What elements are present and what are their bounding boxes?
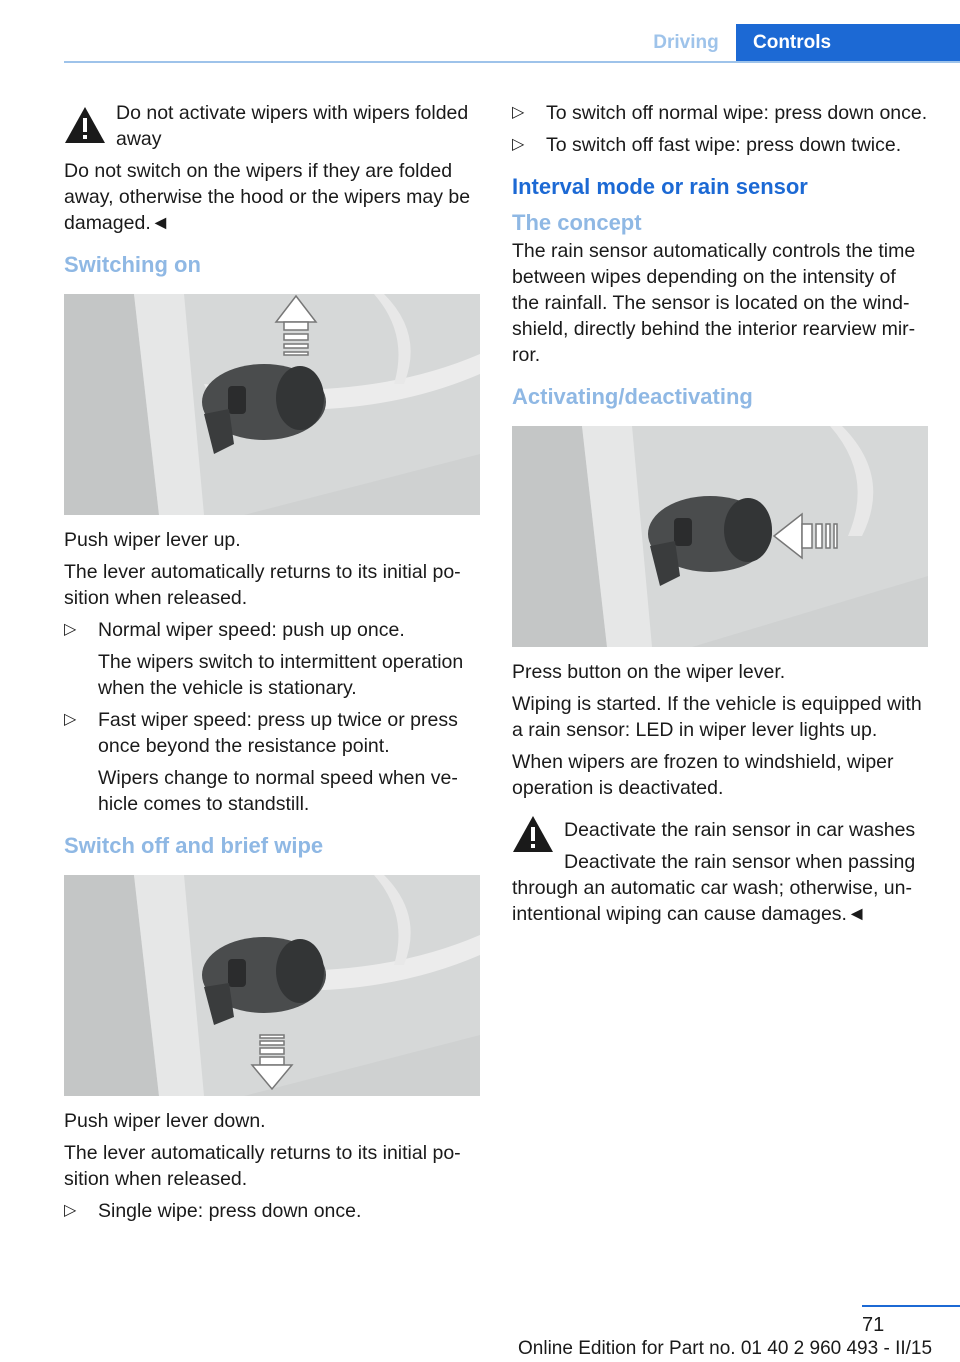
- list-item-subtext: The wipers switch to intermittent operation when the vehicle is stationary.: [98, 651, 464, 699]
- list-wiper-speeds: [64, 617, 480, 817]
- list-item: [512, 100, 928, 126]
- paragraph-push-down: Push wiper lever down.: [64, 1110, 266, 1132]
- heading-interval-mode: Interval mode or rain sensor: [512, 174, 808, 199]
- list-switch-off: [512, 100, 928, 158]
- paragraph-concept: The rain sensor automatically controls the time between wipes depending on the intensity of the rainfall. The sensor is located on the wind‐shield, directly behind the interior rearview mir‐ror.: [512, 240, 916, 366]
- right-column: [512, 100, 928, 933]
- list-single-wipe: [64, 1198, 480, 1224]
- wiper-lever-button-illustration: [512, 426, 928, 647]
- paragraph-wiping-started: Wiping is started. If the vehicle is equipped with a rain sensor: LED in wiper lever lights up.: [512, 693, 922, 741]
- left-column: [64, 100, 480, 1230]
- list-item-text: Fast wiper speed: press up twice or press once beyond the resistance point.: [98, 709, 458, 757]
- heading-switch-off: Switch off and brief wipe: [64, 833, 324, 858]
- warning-body: Do not switch on the wipers if they are folded away, otherwise the hood or the wipers may be damaged.◄: [64, 160, 471, 234]
- list-item-text: Normal wiper speed: push up once.: [98, 619, 405, 641]
- heading-activating: Activating/deactivating: [512, 384, 753, 409]
- header-rule: [64, 61, 960, 63]
- heading-concept: The concept: [512, 210, 642, 235]
- header-tab-controls: Controls: [736, 24, 960, 61]
- paragraph-push-up: Push wiper lever up.: [64, 529, 241, 551]
- warning-car-wash: [512, 817, 928, 927]
- paragraph-press-button: Press button on the wiper lever.: [512, 661, 786, 683]
- heading-switching-on: Switching on: [64, 252, 201, 277]
- warning-title: Do not activate wipers with wipers folded away: [116, 102, 469, 150]
- footer-edition: Online Edition for Part no. 01 40 2 960 493 - II/15: [518, 1338, 933, 1359]
- paragraph-returns-2: The lever automatically returns to its initial po‐sition when released.: [64, 1142, 461, 1190]
- warning-triangle-icon: [512, 815, 554, 853]
- paragraph-frozen: When wipers are frozen to windshield, wiper operation is deactivated.: [512, 751, 894, 799]
- header-tab-driving: Driving: [653, 32, 719, 53]
- warning-body: Deactivate the rain sensor when passing through an automatic car wash; otherwise, un‐intentional wiping can cause damages.◄: [512, 851, 916, 925]
- triangle-bullet-icon: ▷: [64, 1202, 77, 1219]
- wiper-lever-push-up-illustration: [64, 294, 480, 515]
- wiper-lever-push-down-illustration: [64, 875, 480, 1096]
- paragraph-returns-1: The lever automatically returns to its initial po‐sition when released.: [64, 561, 461, 609]
- list-item: [512, 132, 928, 158]
- warning-title: Deactivate the rain sensor in car washes: [564, 819, 916, 841]
- triangle-bullet-icon: ▷: [64, 711, 77, 728]
- warning-wipers-folded: [64, 100, 480, 236]
- footer-rule: [862, 1305, 960, 1307]
- list-item-text: To switch off fast wipe: press down twice.: [546, 134, 902, 156]
- warning-triangle-icon: [64, 106, 106, 144]
- list-item-text: To switch off normal wipe: press down once.: [546, 102, 928, 124]
- page-number: 71: [862, 1314, 885, 1336]
- list-item: [64, 707, 480, 817]
- list-item-text: Single wipe: press down once.: [98, 1200, 362, 1222]
- list-item-subtext: Wipers change to normal speed when ve‐hicle comes to standstill.: [98, 767, 458, 815]
- triangle-bullet-icon: ▷: [512, 104, 525, 121]
- list-item: [64, 1198, 480, 1224]
- triangle-bullet-icon: ▷: [512, 136, 525, 153]
- triangle-bullet-icon: ▷: [64, 621, 77, 638]
- list-item: [64, 617, 480, 701]
